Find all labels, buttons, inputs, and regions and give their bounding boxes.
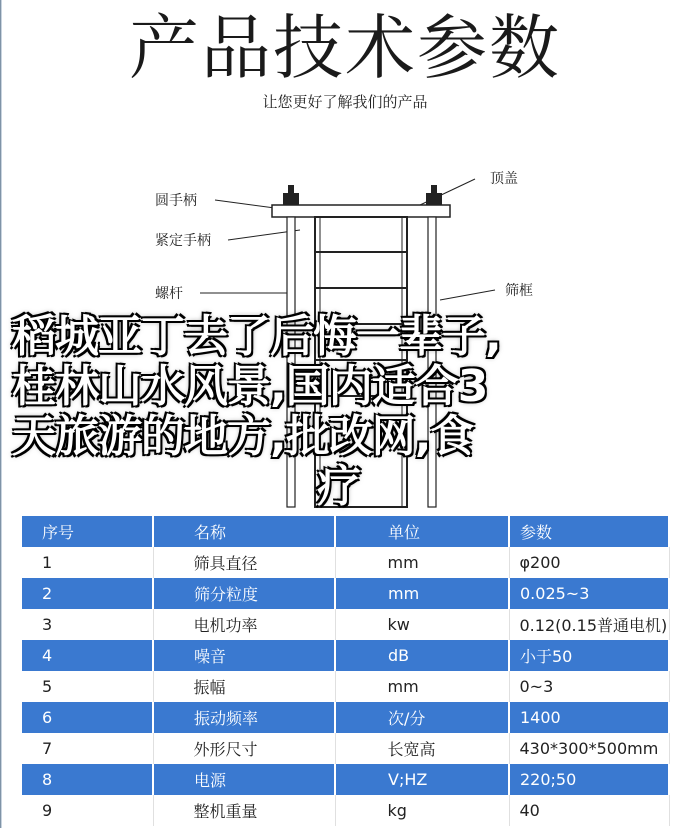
label-round-handle: 圆手柄 — [155, 193, 197, 209]
cell-param: 0.025~3 — [509, 578, 669, 609]
overlay-line-1: 稻城亚丁去了后悔一辈子, — [12, 311, 501, 362]
cell-param: 0.12(0.15普通电机) — [509, 609, 669, 640]
table-row — [22, 547, 669, 578]
cell-param: 220;50 — [509, 764, 669, 795]
cell-param: 小于50 — [509, 640, 669, 671]
cell-name: 噪音 — [153, 640, 335, 671]
overlay-line-2: 桂林山水风景,国内适合3 — [12, 361, 488, 412]
cell-param: φ200 — [509, 547, 669, 578]
cell-name: 振动频率 — [153, 702, 335, 733]
cell-unit: V;HZ — [335, 764, 509, 795]
overlay-caption — [12, 312, 682, 512]
cell-name: 筛具直径 — [153, 547, 335, 578]
cell-name: 电机功率 — [153, 609, 335, 640]
cell-name: 整机重量 — [153, 795, 335, 826]
cell-name: 振幅 — [153, 671, 335, 702]
header-index: 序号 — [22, 516, 153, 547]
table-row — [22, 795, 669, 826]
cell-unit: kw — [335, 609, 509, 640]
cell-unit: mm — [335, 578, 509, 609]
cell-param: 430*300*500mm — [509, 733, 669, 764]
overlay-line-4: 疗 — [317, 461, 360, 512]
cell-index: 3 — [22, 609, 153, 640]
cell-unit: kg — [335, 795, 509, 826]
label-tight-handle: 紧定手柄 — [155, 233, 211, 249]
cell-unit: 次/分 — [335, 702, 509, 733]
table-row — [22, 671, 669, 702]
cell-index: 2 — [22, 578, 153, 609]
header-param: 参数 — [509, 516, 669, 547]
right-knob — [426, 193, 442, 205]
page-title: 产品技术参数 — [129, 7, 561, 89]
cell-index: 6 — [22, 702, 153, 733]
cell-param: 1400 — [509, 702, 669, 733]
spec-table — [22, 516, 670, 826]
cell-name: 电源 — [153, 764, 335, 795]
cell-index: 1 — [22, 547, 153, 578]
label-top-cover: 顶盖 — [490, 171, 518, 187]
header-name: 名称 — [153, 516, 335, 547]
cell-param: 40 — [509, 795, 669, 826]
table-row — [22, 578, 669, 609]
table-row — [22, 764, 669, 795]
cell-name: 筛分粒度 — [153, 578, 335, 609]
header-unit: 单位 — [335, 516, 509, 547]
left-knob — [283, 193, 299, 205]
spec-table-header — [22, 516, 669, 547]
cell-index: 5 — [22, 671, 153, 702]
label-screw: 螺杆 — [155, 286, 183, 302]
cell-unit: mm — [335, 671, 509, 702]
cell-index: 8 — [22, 764, 153, 795]
cell-unit: dB — [335, 640, 509, 671]
overlay-line-3: 天旅游的地方,批改网,食 — [12, 411, 474, 462]
cell-name: 外形尺寸 — [153, 733, 335, 764]
cell-unit: mm — [335, 547, 509, 578]
cell-index: 9 — [22, 795, 153, 826]
leader-sieve-frame — [440, 290, 495, 300]
table-row — [22, 640, 669, 671]
cell-index: 7 — [22, 733, 153, 764]
label-sieve-frame: 筛框 — [505, 283, 533, 299]
table-row — [22, 702, 669, 733]
page-subtitle: 让您更好了解我们的产品 — [262, 93, 428, 111]
top-bar — [272, 205, 450, 217]
table-row — [22, 609, 669, 640]
cell-unit: 长宽高 — [335, 733, 509, 764]
table-row — [22, 733, 669, 764]
cell-param: 0~3 — [509, 671, 669, 702]
cell-index: 4 — [22, 640, 153, 671]
